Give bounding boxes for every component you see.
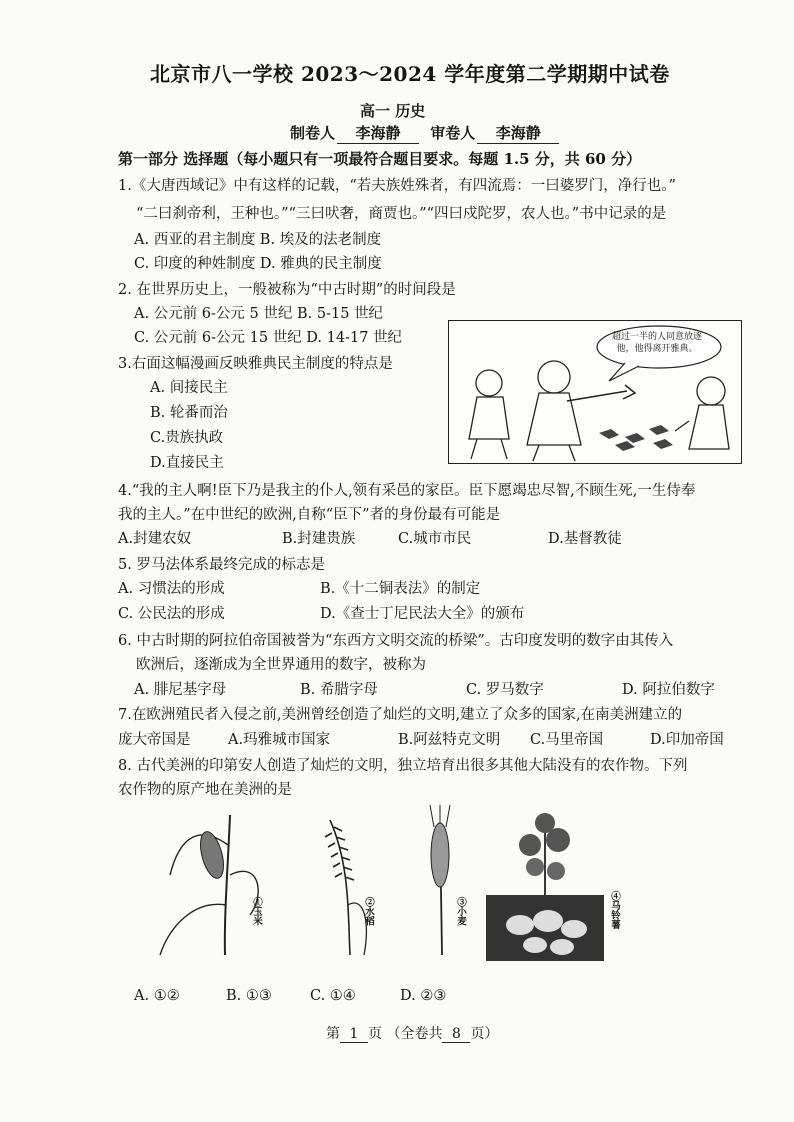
q1-line2: “二曰刹帝利，王种也。”“三曰吠奢，商贾也。”“四曰戍陀罗，农人也。”书中记录的是 (136, 206, 667, 222)
q6-option-b: B. 希腊字母 (300, 682, 378, 698)
q3-option-a: A. 间接民主 (150, 380, 228, 396)
maker-name: 李海静 (337, 122, 419, 144)
comic-speech-bubble: 超过一半的人同意放逐他，他得离开雅典。 (611, 332, 702, 354)
section-heading: 第一部分 选择题（每小题只有一项最符合题目要求。每题 1.5 分，共 60 分） (118, 150, 642, 168)
reviewer-name: 李海静 (477, 122, 559, 144)
q6-line2: 欧洲后，逐渐成为全世界通用的数字，被称为 (136, 657, 426, 673)
q8-option-a: A. ①② (134, 988, 180, 1004)
q5-line1: 5. 罗马法体系最终完成的标志是 (118, 557, 325, 573)
q1-line1: 1.《大唐西域记》中有这样的记载，“若夫族姓殊者，有四流焉：一曰婆罗门，净行也。” (118, 178, 676, 194)
q8-option-d: D. ②③ (400, 988, 447, 1004)
footer-suffix: 页） (470, 1026, 499, 1042)
q3-option-d: D.直接民主 (150, 455, 224, 471)
q5-option-a: A. 习惯法的形成 (118, 581, 225, 597)
q6-option-a: A. 腓尼基字母 (134, 682, 227, 698)
crops-image (150, 805, 630, 965)
q2-option-row1: A. 公元前 6-公元 5 世纪 B. 5-15 世纪 (134, 306, 384, 322)
page-footer (326, 1023, 498, 1043)
q5-option-d: D.《查士丁尼民法大全》的颁布 (320, 606, 525, 622)
q3-option-b: B. 轮番而治 (150, 405, 228, 421)
q7-option-a: A.玛雅城市国家 (228, 732, 331, 748)
exam-title: 北京市八一学校 2023～2024 学年度第二学期期中试卷 (150, 62, 670, 86)
q4-option-d: D.基督教徒 (548, 531, 622, 547)
q7-line1: 7.在欧洲殖民者入侵之前,美洲曾经创造了灿烂的文明,建立了众多的国家,在南美洲建立的 (118, 707, 683, 723)
q8-option-c: C. ①④ (310, 988, 356, 1004)
q3-line1: 3.右面这幅漫画反映雅典民主制度的特点是 (118, 356, 393, 372)
q6-option-c: C. 罗马数字 (466, 682, 544, 698)
q7-option-b: B.阿兹特克文明 (398, 732, 501, 748)
q4-line2: 我的主人。”在中世纪的欧洲,自称“臣下”者的身份最有可能是 (118, 507, 501, 523)
q5-option-b: B.《十二铜表法》的制定 (320, 581, 481, 597)
q5-option-c: C. 公民法的形成 (118, 606, 225, 622)
q3-option-c: C.贵族执政 (150, 430, 224, 446)
exam-subtitle: 高一 历史 (360, 102, 426, 120)
crop-label-rice: ②水稻 (363, 897, 374, 926)
footer-page-number: 1 (340, 1026, 368, 1043)
footer-total-pages: 8 (442, 1026, 470, 1043)
q6-option-d: D. 阿拉伯数字 (622, 682, 715, 698)
q1-option-row2: C. 印度的种姓制度 D. 雅典的民主制度 (134, 256, 382, 272)
q7-option-d: D.印加帝国 (650, 732, 724, 748)
q4-option-a: A.封建农奴 (118, 531, 192, 547)
q7-option-c: C.马里帝国 (530, 732, 604, 748)
maker-label: 制卷人 (290, 124, 336, 142)
q4-line1: 4.“我的主人啊!臣下乃是我主的仆人,领有采邑的家臣。臣下愿竭忠尽智,不顾生死,一生侍奉 (118, 483, 696, 499)
footer-mid: 页 （全卷共 (368, 1026, 443, 1042)
q7-line2: 庞大帝国是 (118, 732, 191, 748)
q6-line1: 6. 中古时期的阿拉伯帝国被誉为“东西方文明交流的桥梁”。古印度发明的数字由其传入 (118, 633, 674, 649)
footer-prefix: 第 (326, 1026, 340, 1042)
crop-label-wheat: ③小麦 (455, 897, 466, 926)
crops-drawing (150, 805, 630, 965)
crop-label-potato: ④马铃薯 (609, 891, 620, 929)
exam-makers (290, 122, 565, 144)
reviewer-label: 审卷人 (430, 124, 476, 142)
crop-label-corn: ①玉米 (251, 897, 262, 926)
q2-line1: 2. 在世界历史上，一般被称为“中古时期”的时间段是 (118, 282, 456, 298)
q4-option-c: C.城市市民 (398, 531, 472, 547)
q1-option-row1: A. 西亚的君主制度 B. 埃及的法老制度 (134, 232, 382, 248)
q2-option-row2: C. 公元前 6-公元 15 世纪 D. 14-17 世纪 (134, 330, 403, 346)
q8-option-b: B. ①③ (226, 988, 272, 1004)
q8-line1: 8. 古代美洲的印第安人创造了灿烂的文明，独立培育出很多其他大陆没有的农作物。下列 (118, 758, 688, 774)
athens-comic-image (448, 320, 742, 464)
q4-option-b: B.封建贵族 (282, 531, 356, 547)
q8-line2: 农作物的原产地在美洲的是 (118, 782, 292, 798)
